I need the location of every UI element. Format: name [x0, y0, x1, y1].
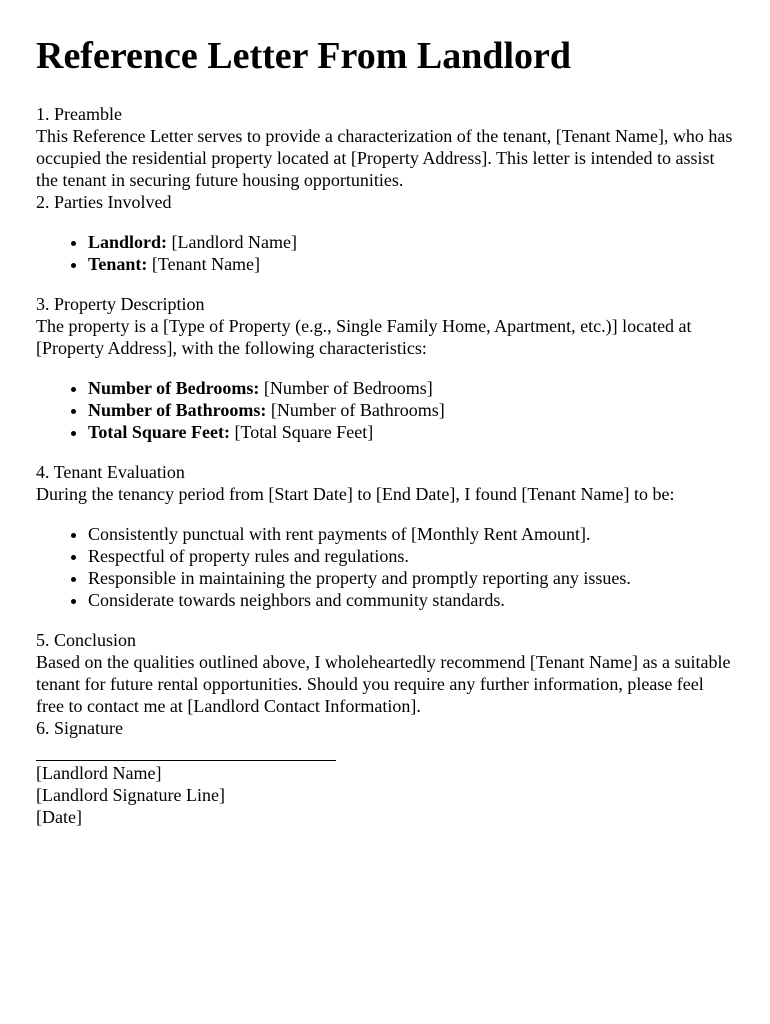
property-value: [Total Square Feet]	[234, 422, 374, 442]
signature-section	[36, 717, 734, 828]
property-label: Number of Bedrooms:	[88, 378, 260, 398]
property-value: [Number of Bathrooms]	[270, 400, 445, 420]
parties-list	[36, 231, 734, 275]
party-label: Landlord:	[88, 232, 168, 252]
signature-line	[36, 739, 336, 761]
property-label: Total Square Feet:	[88, 422, 230, 442]
property-label: Number of Bathrooms:	[88, 400, 267, 420]
property-list	[36, 377, 734, 443]
document-title: Reference Letter From Landlord	[36, 35, 572, 77]
list-item: • Responsible in maintaining the property and promptly reporting any issues.	[88, 567, 734, 589]
evaluation-section	[36, 461, 734, 611]
property-heading: 3. Property Description	[36, 294, 205, 314]
evaluation-heading: 4. Tenant Evaluation	[36, 462, 185, 482]
list-item: • Consistently punctual with rent payments of [Monthly Rent Amount].	[88, 523, 734, 545]
list-item	[88, 377, 734, 399]
conclusion-section	[36, 629, 734, 717]
conclusion-heading: 5. Conclusion	[36, 630, 137, 650]
preamble-section	[36, 103, 734, 191]
property-text: The property is a [Type of Property (e.g., Single Family Home, Apartment, etc.)] located at [Property Address], with the following characteristics:	[36, 316, 692, 358]
conclusion-text: Based on the qualities outlined above, I wholeheartedly recommend [Tenant Name] as a suitable tenant for future rental opportunities. Should you require any further information, please feel free to contact me at [Landlord Contact Information].	[36, 652, 731, 716]
party-value: [Tenant Name]	[151, 254, 261, 274]
signature-line-label: [Landlord Signature Line]	[36, 785, 225, 805]
signature-heading: 6. Signature	[36, 718, 123, 738]
list-item: • Considerate towards neighbors and community standards.	[88, 589, 734, 611]
list-item	[88, 421, 734, 443]
party-value: [Landlord Name]	[171, 232, 297, 252]
preamble-text: This Reference Letter serves to provide a characterization of the tenant, [Tenant Name], who has occupied the residential property located at [Property Address]. This letter is intended to assist the tenant in securing future housing opportunities.	[36, 126, 733, 190]
parties-heading: 2. Parties Involved	[36, 192, 172, 212]
list-item	[88, 231, 734, 253]
preamble-heading: 1. Preamble	[36, 104, 122, 124]
parties-section	[36, 191, 734, 275]
signature-date: [Date]	[36, 807, 82, 827]
signature-name: [Landlord Name]	[36, 763, 162, 783]
list-item: • Respectful of property rules and regulations.	[88, 545, 734, 567]
party-label: Tenant:	[88, 254, 148, 274]
property-section	[36, 293, 734, 443]
list-item	[88, 253, 734, 275]
evaluation-text: During the tenancy period from [Start Date] to [End Date], I found [Tenant Name] to be:	[36, 484, 675, 504]
evaluation-list	[36, 523, 734, 611]
property-value: [Number of Bedrooms]	[263, 378, 433, 398]
list-item	[88, 399, 734, 421]
